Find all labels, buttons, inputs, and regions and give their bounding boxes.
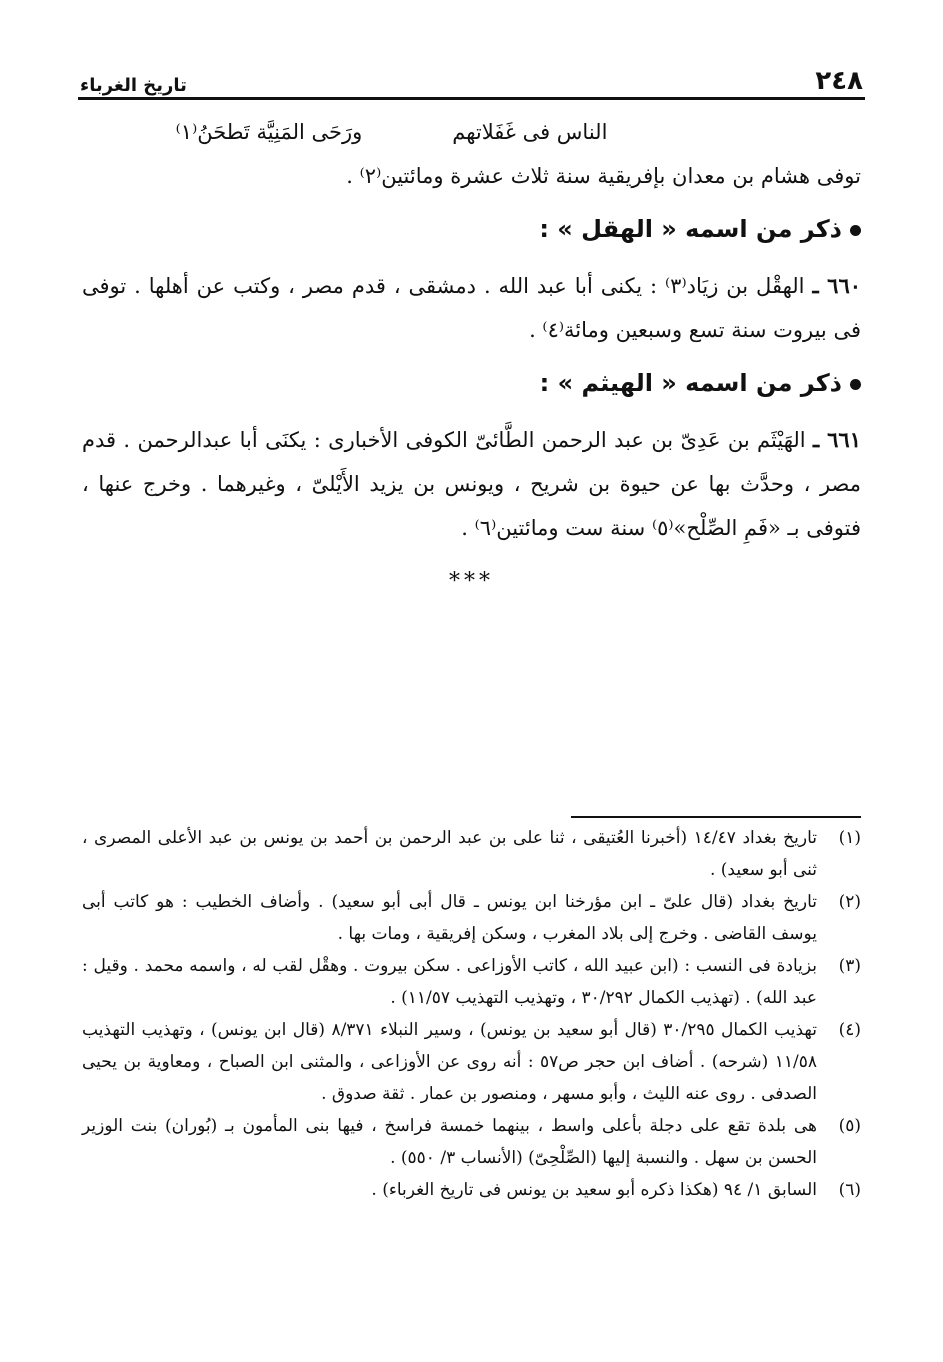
footnote-text: بزيادة فى النسب : (ابن عبيد الله ، كاتب الأوزاعى . سكن بيروت . وهقْل لقب له ، واسمه محمد . وقيل : عبد الله) . (تهذيب الكمال ٣٠/٢٩٢ ، وتهذيب التهذيب ١١/٥٧) .: [82, 956, 817, 1008]
footnote-text: تاريخ بغداد (قال علىّ ـ ابن مؤرخنا ابن يونس ـ قال أبى أبو سعيد) . وأضاف الخطيب : هو كاتب أبى يوسف القاضى . وخرج إلى بلاد المغرب ، وسكن إفريقية ، ومات بها .: [82, 892, 817, 944]
footnote-text: هى بلدة تقع على دجلة بأعلى واسط ، بينهما خمسة فراسخ ، فيها بنى المأمون بـ (بُوران) بنت الوزير الحسن بن سهل . والنسبة إليها (الصِّلْحِىّ) (الأنساب ٣/ ٥٥٠) .: [82, 1116, 817, 1168]
header-rule: [78, 97, 865, 100]
page-header: [80, 56, 863, 96]
footnote-3: [82, 950, 861, 1014]
footnote-5: [82, 1110, 861, 1174]
footnote-1: [82, 822, 861, 886]
footnote-2: [82, 886, 861, 950]
section-heading-text: ذكر من اسمه « الهيثم » :: [539, 369, 842, 397]
section-divider-stars: ***: [449, 569, 494, 594]
running-title: تاريخ الغرباء: [80, 75, 187, 96]
footnote-6: [82, 1174, 861, 1206]
verse-second-hemistich: ورَحَى المَنِيَّة تَطحَنُ⁽١⁾: [175, 120, 363, 144]
footnote-number: (٤): [838, 1020, 861, 1040]
entry-number: ٦٦١ ـ: [813, 427, 861, 452]
entry-661: [82, 418, 861, 550]
footnote-number: (٢): [838, 892, 861, 912]
bullet-icon: [850, 225, 861, 236]
paragraph-death-note: توفى هشام بن معدان بإفريقية سنة ثلاث عشرة ومائتين⁽٢⁾ .: [346, 164, 861, 188]
verse-first-hemistich: الناس فى غَفَلاتهم: [452, 120, 608, 144]
section-heading-hiql: [82, 204, 861, 254]
bullet-icon: [850, 379, 861, 390]
entry-text: الهقْل بن زيَاد⁽٣⁾ : يكنى أبا عبد الله . دمشقى ، قدم مصر ، وكتب عن أهلها . توفى فى بيروت سنة تسع وسبعين ومائة⁽٤⁾ .: [82, 274, 861, 342]
footnote-4: [82, 1014, 861, 1110]
entry-text: الهَيْثَم بن عَدِىّ بن عبد الرحمن الطَّائىّ الكوفى الأخبارى : يكنَى أبا عبدالرحمن . قدم مصر ، وحدَّث بها عن حيوة بن شريح ، ويونس بن يزيد الأَيْلىّ ، وغيرهما . وخرج عنها ، فتوفى بـ «فَمِ الصِّلْح»⁽٥⁾ سنة ست ومائتين⁽٦⁾ .: [82, 428, 861, 540]
footnote-rule: [571, 816, 861, 818]
footnote-number: (٣): [838, 956, 861, 976]
section-heading-haytham: [82, 358, 861, 408]
entry-number: ٦٦٠ ـ: [812, 273, 862, 298]
footnote-number: (٥): [838, 1116, 861, 1136]
footnote-number: (٦): [838, 1180, 861, 1200]
footnote-text: تاريخ بغداد ١٤/٤٧ (أخبرنا العُتيقى ، ثنا على بن عبد الرحمن بن أحمد بن يونس بن عبد الأعلى المصرى ، ثنى أبو سعيد) .: [82, 828, 817, 880]
footnote-text: تهذيب الكمال ٣٠/٢٩٥ (قال أبو سعيد بن يونس) ، وسير النبلاء ٨/٣٧١ (قال ابن يونس) ، وتهذيب التهذيب ١١/٥٨ (شرحه) . أضاف ابن حجر ص٥٧ : أنه روى عن الأوزاعى ، والمثنى ابن الصباح ، ومعاوية بن يحيى الصدفى . روى عنه الليث ، وأبو مسهر ، ومنصور بن عمار . ثقة صدوق .: [82, 1020, 817, 1104]
main-text: [82, 110, 861, 604]
poetry-verse: [82, 110, 701, 154]
footnotes: [82, 822, 861, 1206]
page-number: ٢٤٨: [815, 66, 863, 96]
footnote-text: السابق ١/ ٩٤ (هكذا ذكره أبو سعيد بن يونس فى تاريخ الغرباء) .: [371, 1180, 817, 1200]
entry-660: [82, 264, 861, 352]
section-heading-text: ذكر من اسمه « الهقل » :: [539, 215, 842, 243]
footnote-number: (١): [838, 828, 861, 848]
